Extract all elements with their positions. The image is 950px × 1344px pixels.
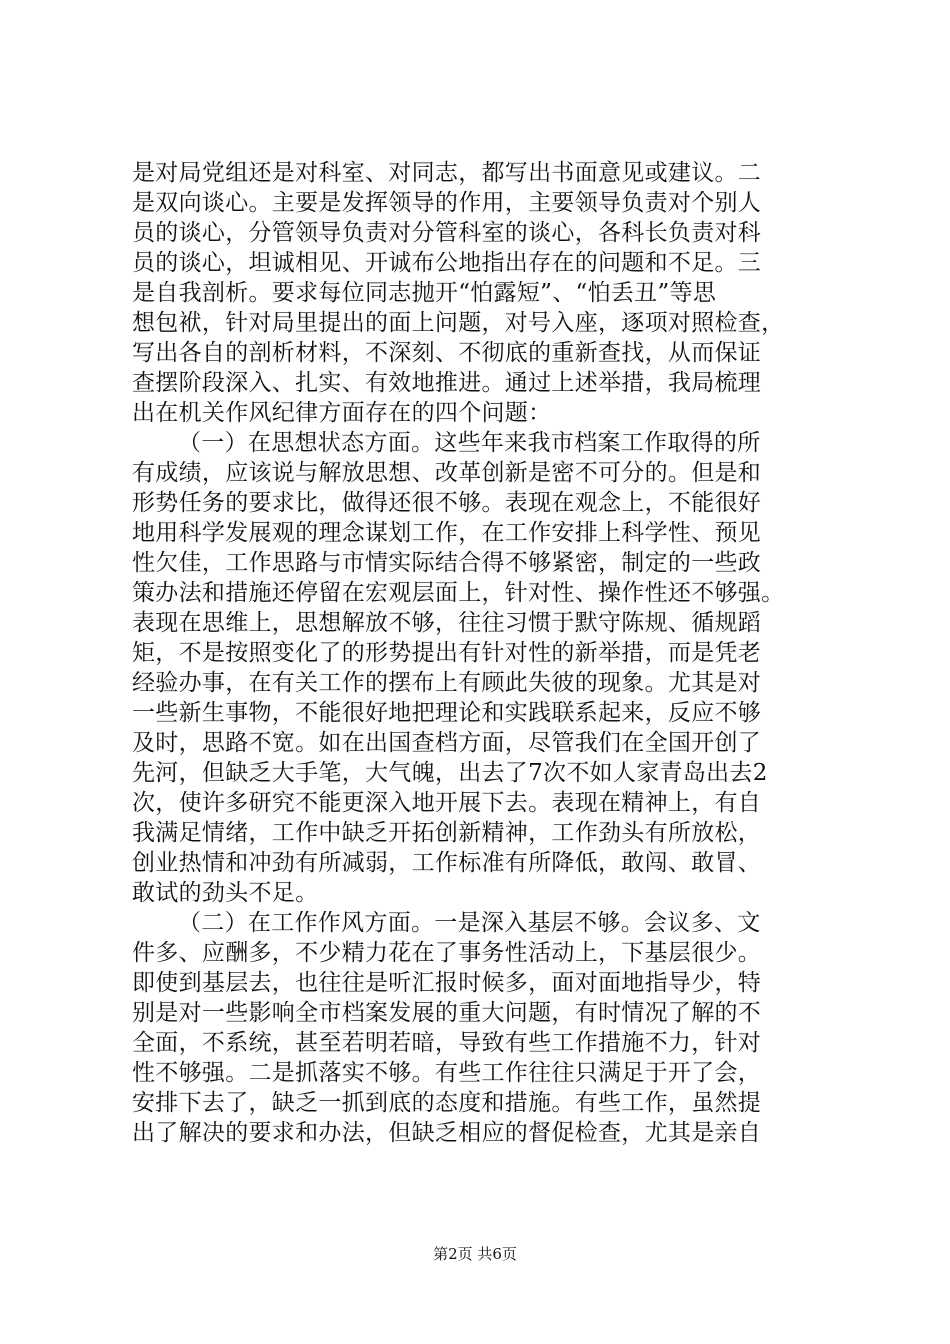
body-text [132,158,832,1148]
text-line: 件多、应酬多，不少精力花在了事务性活动上，下基层很少。 [132,940,762,966]
text-line: 写出各自的剖析材料，不深刻、不彻底的重新查找，从而保证 [132,340,762,366]
text-line: 别是对一些影响全市档案发展的重大问题，有时情况了解的不 [132,1000,762,1026]
text-line: 及时，思路不宽。如在出国查档方面，尽管我们在全国开创了 [132,730,762,756]
text-line: 地用科学发展观的理念谋划工作，在工作安排上科学性、预见 [132,520,762,546]
text-line: 是双向谈心。主要是发挥领导的作用，主要领导负责对个别人 [132,190,762,216]
text-line: 全面，不系统，甚至若明若暗，导致有些工作措施不力，针对 [132,1030,762,1056]
text-line: 一些新生事物，不能很好地把理论和实践联系起来，反应不够 [132,700,762,726]
text-line: 性不够强。二是抓落实不够。有些工作往往只满足于开了会， [132,1060,762,1086]
text-line: 查摆阶段深入、扎实、有效地推进。通过上述举措，我局梳理 [132,370,762,396]
section-heading-line: （二）在工作作风方面。一是深入基层不够。会议多、文 [178,910,761,936]
text-line: 有成绩，应该说与解放思想、改革创新是密不可分的。但是和 [132,460,762,486]
text-line: 员的谈心，坦诚相见、开诚布公地指出存在的问题和不足。三 [132,250,762,276]
text-line: 想包袱，针对局里提出的面上问题，对号入座，逐项对照检查， [132,310,785,336]
text-line: 次，使许多研究不能更深入地开展下去。表现在精神上，有自 [132,790,762,816]
text-line: 我满足情绪，工作中缺乏开拓创新精神，工作劲头有所放松， [132,820,762,846]
page-number-footer: 第2页 共6页 [433,1245,517,1263]
section-heading-line: （一）在思想状态方面。这些年来我市档案工作取得的所 [178,430,761,456]
text-line: 先河，但缺乏大手笔，大气魄，出去了7次不如人家青岛出去2 [132,760,768,786]
text-line: 创业热情和冲劲有所减弱，工作标准有所降低，敢闯、敢冒、 [132,850,762,876]
text-line: 敢试的劲头不足。 [132,880,319,906]
text-line: 是自我剖析。要求每位同志抛开“怕露短”、“怕丢丑”等思 [132,280,717,306]
text-line: 出在机关作风纪律方面存在的四个问题： [132,400,552,426]
text-line: 是对局党组还是对科室、对同志，都写出书面意见或建议。二 [132,160,762,186]
text-line: 形势任务的要求比，做得还很不够。表现在观念上，不能很好 [132,490,762,516]
text-line: 员的谈心，分管领导负责对分管科室的谈心，各科长负责对科 [132,220,762,246]
text-line: 即使到基层去，也往往是听汇报时候多，面对面地指导少，特 [132,970,762,996]
text-line: 性欠佳，工作思路与市情实际结合得不够紧密，制定的一些政 [132,550,762,576]
text-line: 表现在思维上，思想解放不够，往往习惯于默守陈规、循规蹈 [132,610,762,636]
text-line: 矩，不是按照变化了的形势提出有针对性的新举措，而是凭老 [132,640,762,666]
text-line: 策办法和措施还停留在宏观层面上，针对性、操作性还不够强。 [132,580,785,606]
text-line: 出了解决的要求和办法，但缺乏相应的督促检查，尤其是亲自 [132,1120,762,1146]
text-line: 经验办事，在有关工作的摆布上有顾此失彼的现象。尤其是对 [132,670,762,696]
text-line: 安排下去了，缺乏一抓到底的态度和措施。有些工作，虽然提 [132,1090,762,1116]
